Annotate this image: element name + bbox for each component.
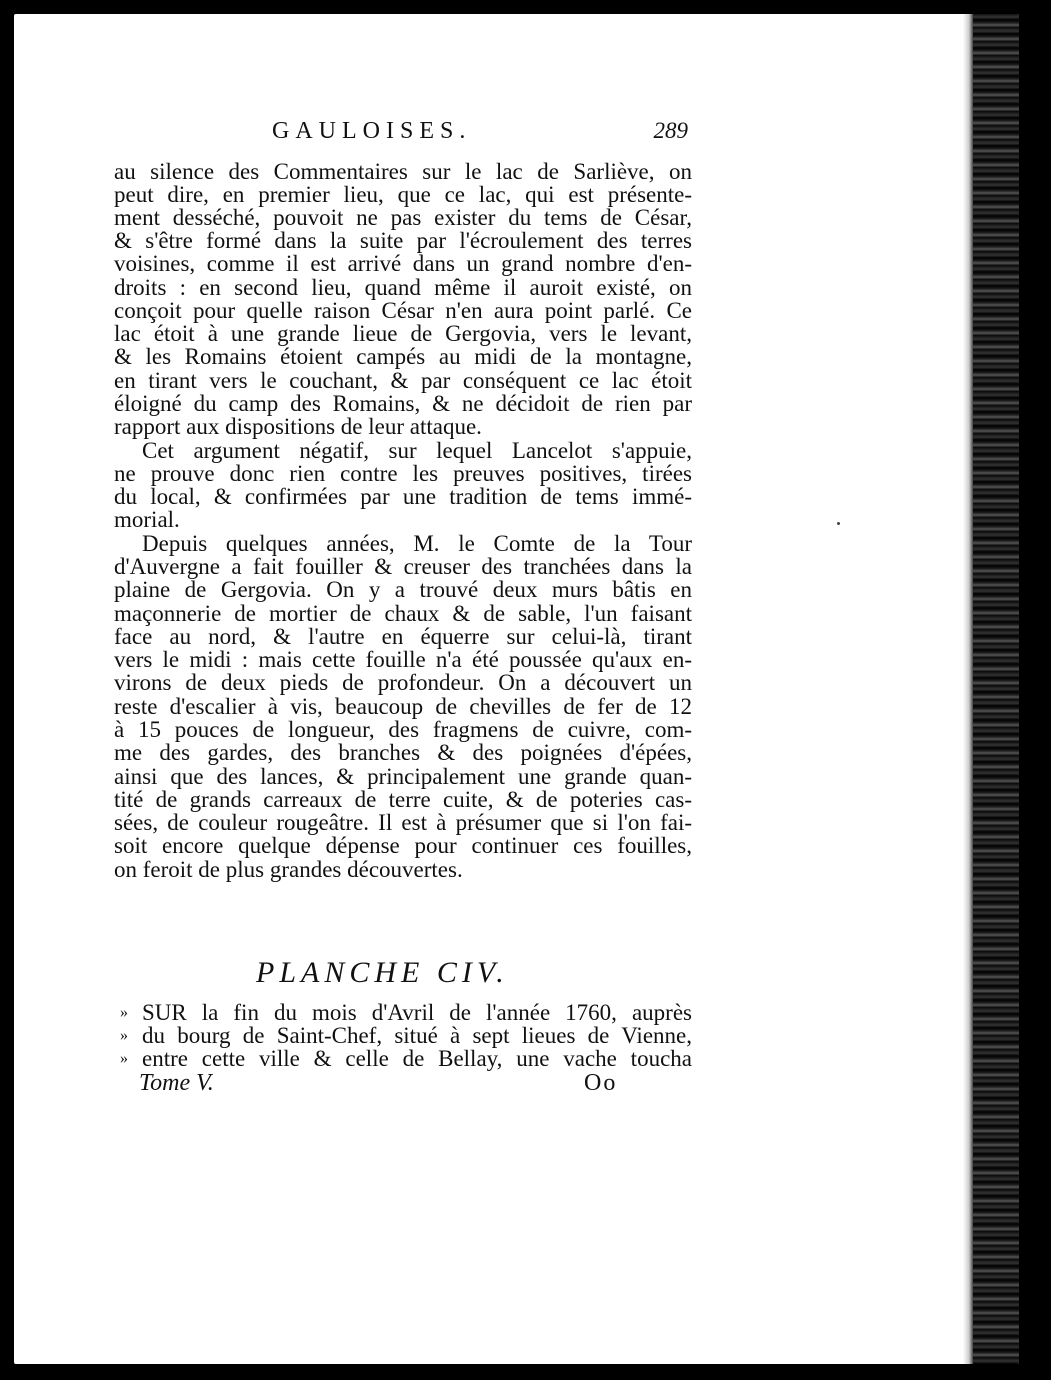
text-line: ment desséché, pouvoit ne pas exister du tems de César,	[114, 205, 692, 230]
text-line: reste d'escalier à vis, beaucoup de chevilles de fer de 12	[114, 694, 692, 719]
book-page	[14, 14, 1019, 1364]
text-line: me des gardes, des branches & des poignées d'épées,	[114, 740, 692, 765]
text-line: éloigné du camp des Romains, & ne décidoit de rien par	[114, 391, 692, 416]
text-line: conçoit pour quelle raison César n'en aura point parlé. Ce	[114, 298, 692, 323]
text-line: Cet argument négatif, sur lequel Lancelot s'appuie,	[142, 438, 692, 463]
text-line: sées, de couleur rougeâtre. Il est à présumer que si l'on fai-	[114, 810, 692, 835]
text-line: rapport aux dispositions de leur attaque.	[114, 414, 482, 439]
text-line: maçonnerie de mortier de chaux & de sable, l'un faisant	[114, 601, 692, 626]
text-line: Depuis quelques années, M. le Comte de la Tour	[142, 531, 692, 556]
page-number: 289	[653, 118, 688, 143]
quote-line	[120, 1000, 692, 1025]
quote-mark: »	[120, 1050, 128, 1067]
volume-label: Tome V.	[139, 1070, 214, 1096]
text-line: du local, & confirmées par une tradition de tems immé-	[114, 484, 692, 509]
text-line: plaine de Gergovia. On y a trouvé deux murs bâtis en	[114, 577, 692, 602]
text-line: vers le midi : mais cette fouille n'a été poussée qu'aux en-	[114, 647, 692, 672]
text-line: on feroit de plus grandes découvertes.	[114, 857, 463, 882]
page-gutter-shadow	[963, 14, 973, 1364]
quote-text: SUR la fin du mois d'Avril de l'année 1760, auprès	[142, 1000, 692, 1025]
text-line: ainsi que des lances, & principalement une grande quan-	[114, 764, 692, 789]
plate-heading: PLANCHE CIV.	[256, 956, 509, 989]
page-right-edge	[973, 14, 1019, 1364]
quote-mark: »	[120, 1004, 128, 1021]
text-line: & s'être formé dans la suite par l'écroulement des terres	[114, 228, 692, 253]
quote-mark: »	[120, 1027, 128, 1044]
text-line: virons de deux pieds de profondeur. On a découvert un	[114, 670, 692, 695]
quote-text: entre cette ville & celle de Bellay, une vache toucha	[142, 1046, 692, 1071]
text-line: lac étoit à une grande lieue de Gergovia, vers le levant,	[114, 321, 692, 346]
text-line: soit encore quelque dépense pour continuer ces fouilles,	[114, 833, 692, 858]
text-line: au silence des Commentaires sur le lac de Sarliève, on	[114, 159, 692, 184]
text-line: ne prouve donc rien contre les preuves positives, tirées	[114, 461, 692, 486]
text-line: face au nord, & l'autre en équerre sur celui-là, tirant	[114, 624, 692, 649]
quote-text: du bourg de Saint-Chef, situé à sept lieues de Vienne,	[142, 1023, 692, 1048]
page-header	[114, 118, 692, 154]
text-line: morial.	[114, 507, 180, 532]
text-line: d'Auvergne a fait fouiller & creuser des tranchées dans la	[114, 554, 692, 579]
text-line: à 15 pouces de longueur, des fragmens de cuivre, com-	[114, 717, 692, 742]
text-line: droits : en second lieu, quand même il auroit existé, on	[114, 275, 692, 300]
ink-speck	[837, 522, 840, 525]
text-line: tité de grands carreaux de terre cuite, & de poteries cas-	[114, 787, 692, 812]
running-title: GAULOISES.	[272, 118, 472, 144]
text-line: & les Romains étoient campés au midi de la montagne,	[114, 344, 692, 369]
quote-line	[120, 1023, 692, 1048]
text-line: en tirant vers le couchant, & par conséquent ce lac étoit	[114, 368, 692, 393]
signature-mark: Oo	[584, 1070, 618, 1096]
text-line: voisines, comme il est arrivé dans un grand nombre d'en-	[114, 251, 692, 276]
page-footer	[114, 1070, 692, 1100]
quote-line	[120, 1046, 692, 1071]
text-line: peut dire, en premier lieu, que ce lac, qui est présente-	[114, 182, 692, 207]
